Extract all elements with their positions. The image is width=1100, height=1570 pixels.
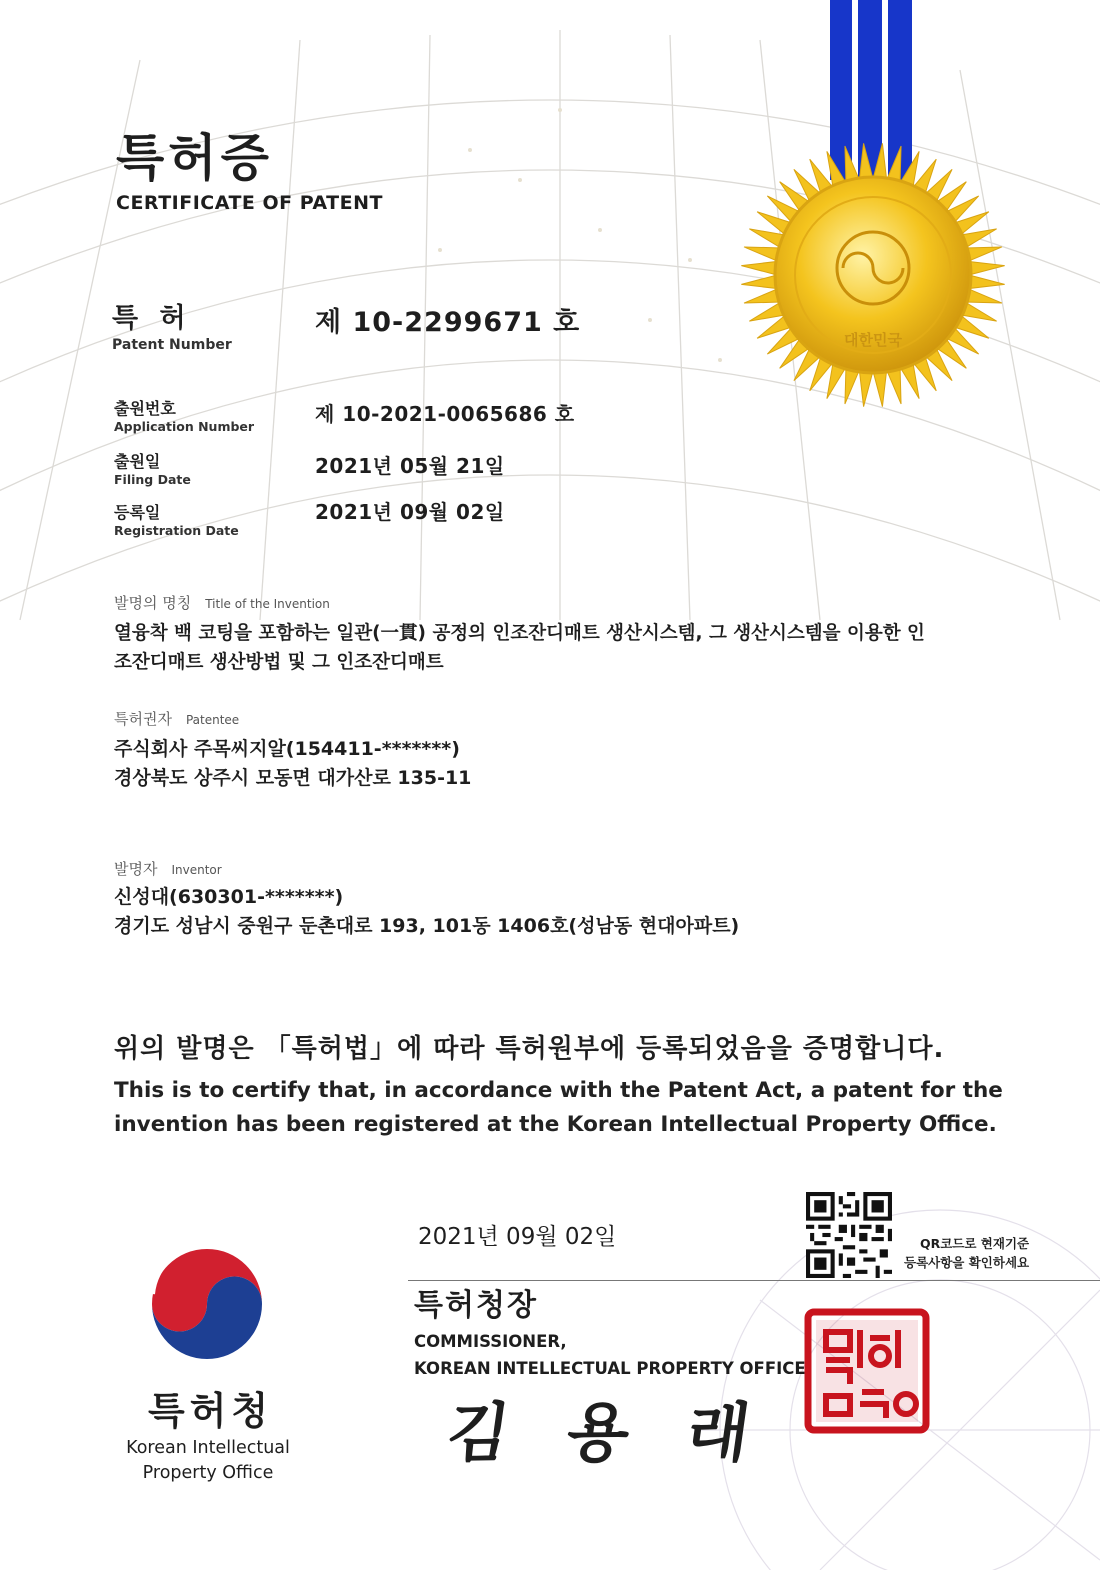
qr-code[interactable] [806, 1192, 892, 1278]
application-number-value: 제 10-2021-0065686 호 [315, 402, 575, 426]
office-name-en [110, 1436, 306, 1486]
section-label-en: Inventor [171, 863, 222, 877]
certification-en-line: This is to certify that, in accordance with the Patent Act, a patent for the [114, 1078, 1003, 1103]
field-label: 특 허 [112, 303, 192, 334]
section-label: 발명자 [114, 860, 158, 878]
registration-date-value: 2021년 09월 02일 [315, 500, 505, 524]
patentee-name: 주식회사 주목씨지알(154411-*******) [114, 738, 460, 760]
office-name-ko: 특허청 [148, 1389, 274, 1433]
commissioner-signature: 김 용 래 [441, 1396, 773, 1471]
field-patent-number [112, 296, 232, 353]
patentee-section [114, 708, 1014, 793]
office-name-en-line: Korean Intellectual [126, 1438, 290, 1458]
official-stamp [804, 1308, 930, 1434]
invention-title-line: 열융착 백 코팅을 포함하는 일관(一貫) 공정의 인조잔디매트 생산시스템, 그 생산시스템을 이용한 인 [114, 623, 925, 644]
qr-note [904, 1234, 1029, 1272]
qr-note-line: QR코드로 현재기준 [919, 1236, 1030, 1251]
filing-date-value: 2021년 05월 21일 [315, 454, 505, 478]
field-filing-date [114, 449, 191, 487]
invention-title-line: 조잔디매트 생산방법 및 그 인조잔디매트 [114, 652, 444, 673]
field-label: 등록일 [114, 503, 161, 522]
field-label: 출원일 [114, 452, 161, 471]
commissioner-title-ko: 특허청장 [414, 1288, 538, 1323]
qr-note-line: 등록사항을 확인하세요 [904, 1255, 1030, 1270]
field-application-number [114, 396, 254, 434]
commissioner-title-en-line: COMMISSIONER, [414, 1332, 567, 1351]
commissioner-title-en [414, 1328, 806, 1382]
medal-text: 대한민국 [844, 331, 902, 349]
inventor-section [114, 858, 1014, 941]
issue-date: 2021년 09월 02일 [418, 1224, 617, 1250]
kipo-logo-icon [140, 1232, 274, 1366]
section-label-en: Title of the Invention [205, 597, 330, 611]
field-label: 출원번호 [114, 399, 176, 418]
field-label-en: Patent Number [112, 337, 232, 353]
office-name-en-line: Property Office [142, 1463, 274, 1483]
section-label: 발명의 명칭 [114, 594, 192, 612]
patent-number-value: 제 10-2299671 호 [315, 307, 581, 338]
certification-en-line: invention has been registered at the Korean Intellectual Property Office. [114, 1112, 997, 1137]
section-label: 특허권자 [114, 710, 172, 728]
section-label-en: Patentee [185, 713, 240, 727]
field-label-en: Registration Date [114, 523, 239, 538]
field-label-en: Filing Date [114, 472, 191, 487]
invention-section [114, 592, 1064, 677]
commissioner-title-en-line: KOREAN INTELLECTUAL PROPERTY OFFICE [414, 1359, 806, 1378]
inventor-name: 신성대(630301-*******) [114, 886, 344, 908]
certificate-title: 특허증 [116, 129, 273, 187]
certification-en [114, 1074, 1074, 1142]
field-label-en: Application Number [114, 419, 255, 434]
certification-ko: 위의 발명은 「특허법」에 따라 특허원부에 등록되었음을 증명합니다. [114, 1034, 945, 1064]
certificate-subtitle: CERTIFICATE OF PATENT [116, 192, 383, 214]
gold-medal-seal [738, 140, 1008, 410]
inventor-address: 경기도 성남시 중원구 둔촌대로 193, 101동 1406호(성남동 현대아파트) [114, 915, 740, 937]
patentee-address: 경상북도 상주시 모동면 대가산로 135-11 [114, 767, 472, 789]
field-registration-date [114, 500, 239, 538]
